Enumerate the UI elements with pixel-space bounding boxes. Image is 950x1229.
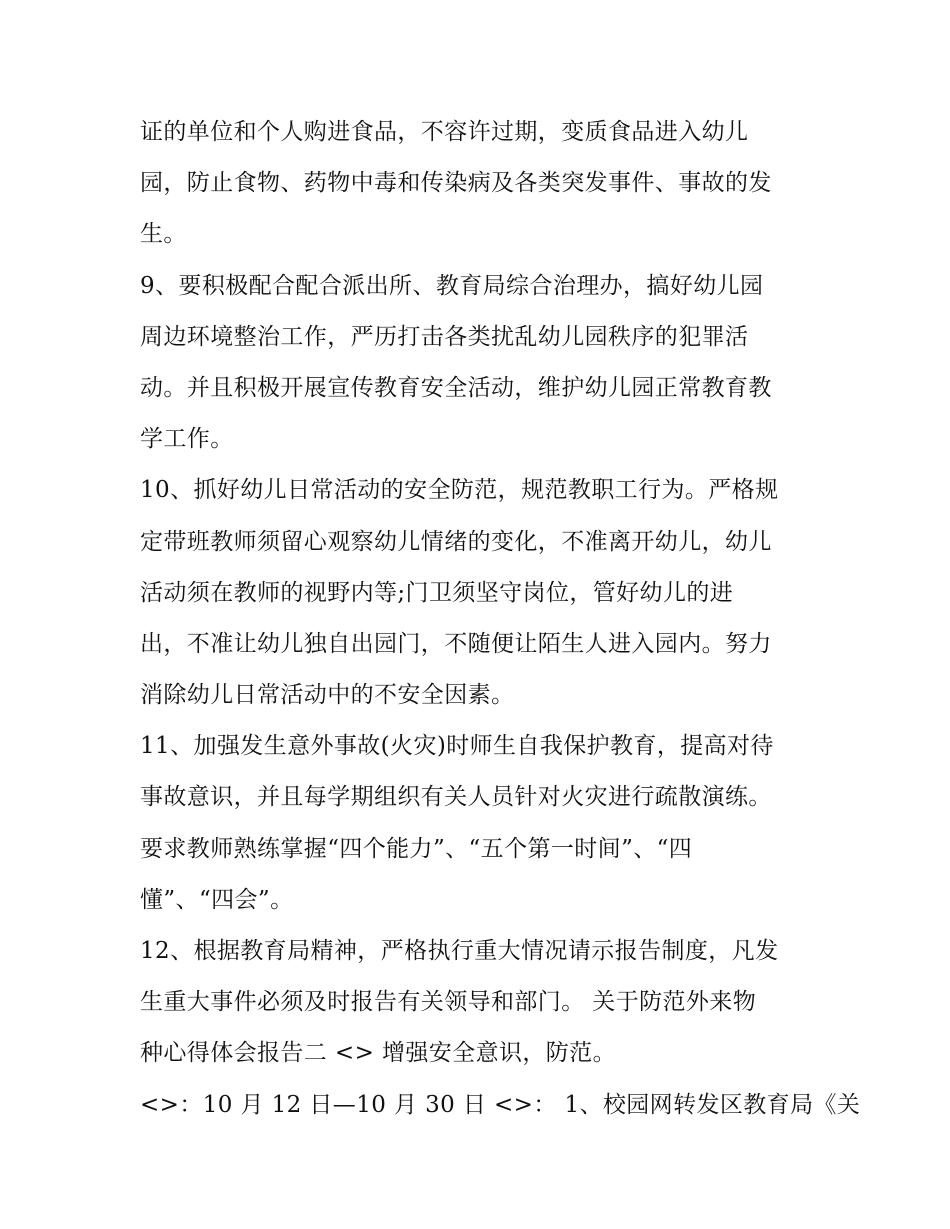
text-line: 9、要积极配合配合派出所、教育局综合治理办，搞好幼儿园 [140, 272, 764, 299]
text-line: 活动须在教师的视野内等;门卫须坚守岗位，管好幼儿的进 [140, 579, 734, 606]
text-line: 证的单位和个人购进食品，不容许过期，变质食品进入幼儿 [140, 119, 749, 145]
text-line: 事故意识，并且每学期组织有关人员针对火灾进行疏散演练。 [140, 784, 772, 811]
text-line: 要求教师熟练掌握“四个能力”、“五个第一时间”、“四 [140, 835, 693, 862]
text-line: 园，防止食物、药物中毒和传染病及各类突发事件、事故的发 [140, 170, 772, 197]
text-line: 定带班教师须留心观察幼儿情绪的变化，不准离开幼儿，幼儿 [140, 528, 772, 555]
text-line: 周边环境整治工作，严历打击各类扰乱幼儿园秩序的犯罪活 [140, 323, 749, 350]
text-line: 出，不准让幼儿独自出园门，不随便让陌生人进入园内。努力 [140, 630, 772, 657]
text-line: 10、抓好幼儿日常活动的安全防范，规范教职工行为。严格规 [140, 477, 779, 504]
text-line: 种心得体会报告二 <> 增强安全意识，防范。 [140, 1040, 616, 1067]
text-line: 12、根据教育局精神，严格执行重大情况请示报告制度，凡发 [140, 938, 779, 964]
document-body [140, 107, 861, 1131]
text-line: <>：10 月 12 日—10 月 30 日 <>： 1、校园网转发区教育局《关 [140, 1091, 861, 1118]
text-line: 动。并且积极开展宣传教育安全活动，维护幼儿园正常教育教 [140, 374, 772, 401]
text-line: 学工作。 [140, 426, 234, 453]
text-line: 11、加强发生意外事故(火灾)时师生自我保护教育，提高对待 [140, 733, 774, 760]
text-line: 消除幼儿日常活动中的不安全因素。 [140, 682, 515, 709]
text-line: 生。 [140, 221, 187, 248]
text-line: 生重大事件必须及时报告有关领导和部门。 关于防范外来物 [140, 989, 757, 1016]
text-line: 懂”、“四会”。 [140, 886, 294, 913]
